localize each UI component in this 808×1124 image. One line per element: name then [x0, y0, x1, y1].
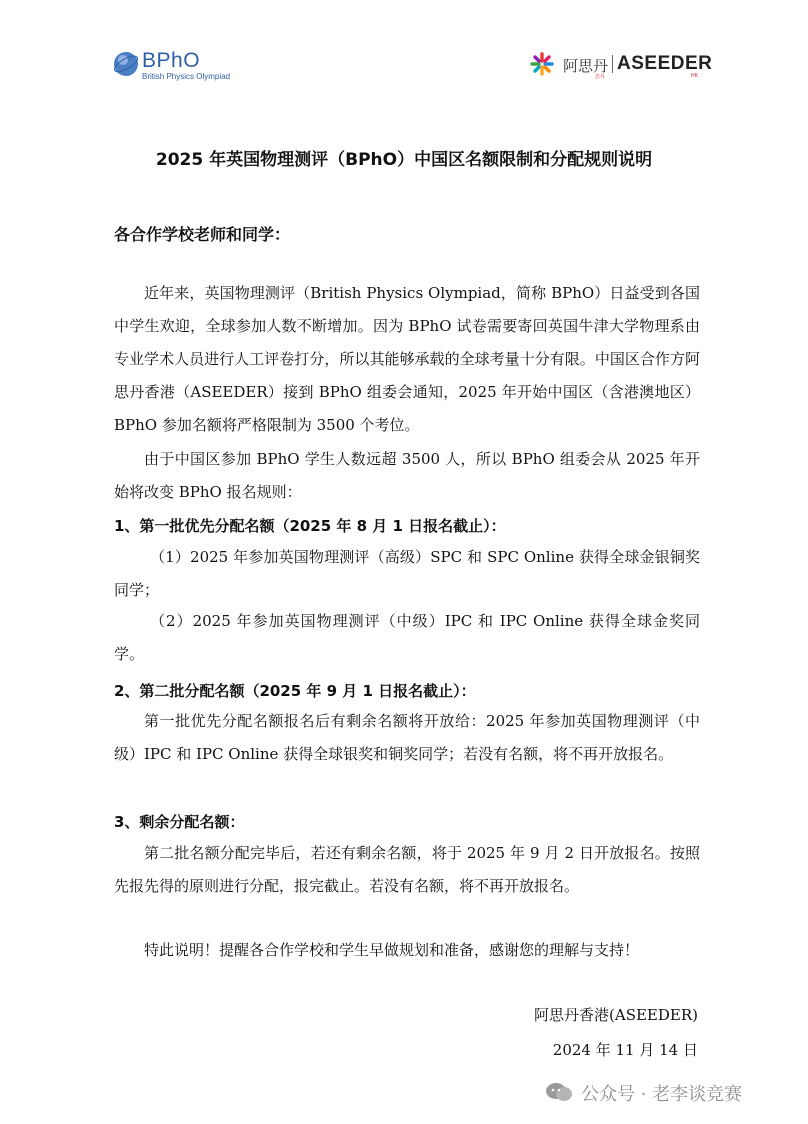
watermark-text: 公众号 · 老李谈竞赛 [581, 1084, 743, 1105]
signature: 阿思丹香港(ASEEDER) [534, 1006, 698, 1024]
wechat-channel-icon [545, 1081, 573, 1103]
bpho-subtitle: British Physics Olympiad [142, 72, 231, 81]
watermark [545, 1078, 790, 1108]
section2-heading: 2、第二批分配名额（2025 年 9 月 1 日报名截止）： [114, 682, 476, 700]
document-date: 2024 年 11 月 14 日 [552, 1041, 698, 1059]
aseeder-tiny-en: HK [691, 73, 699, 79]
section1-item1: （1）2025 年参加英国物理测评（高级）SPC 和 SPC Online 获得全球金银铜奖同学； [114, 548, 700, 599]
section3-heading: 3、剩余分配名额： [114, 813, 245, 831]
paragraph-rule-change: 由于中国区参加 BPhO 学生人数远超 3500 人，所以 BPhO 组委会从 2025 年开始将改变 BPhO 报名规则： [114, 450, 700, 501]
bpho-orb-icon [112, 50, 140, 78]
aseeder-logo [529, 50, 713, 80]
document-title: 2025 年英国物理测评（BPhO）中国区名额限制和分配规则说明 [155, 150, 653, 170]
aseeder-en-name: ASEEDER [617, 53, 713, 74]
bpho-brand: BPhO [142, 49, 201, 72]
section1-heading: 1、第一批优先分配名额（2025 年 8 月 1 日报名截止）： [114, 517, 506, 535]
section3-text: 第二批名额分配完毕后，若还有剩余名额，将于 2025 年 9 月 2 日开放报名。按照先报先得的原则进行分配，报完截止。若没有名额，将不再开放报名。 [114, 844, 700, 895]
bpho-logo [112, 47, 232, 87]
section2-text: 第一批优先分配名额报名后有剩余名额将开放给：2025 年参加英国物理测评（中级）IPC 和 IPC Online 获得全球银奖和铜奖同学；若没有名额，将不再开放报名。 [114, 712, 700, 763]
greeting: 各合作学校老师和同学： [114, 225, 291, 244]
aseeder-star-icon [529, 51, 555, 77]
paragraph-intro: 近年来，英国物理测评（British Physics Olympiad，简称 BPhO）日益受到各国中学生欢迎，全球参加人数不断增加。因为 BPhO 试卷需要寄回英国牛津大学物理系由专业学术人员进行人工评卷打分，所以其能够承载的全球考量十分有限。中国区合作方阿思丹香港（ASEEDER）接到 BPhO 组委会通知，2025 年开始中国区（含港澳地区）BPhO 参加名额将严格限制为 3500 个考位。 [114, 284, 700, 434]
aseeder-cn-name: 阿思丹 [563, 57, 609, 75]
aseeder-tiny-cn: 思丹 [595, 74, 606, 80]
closing-note: 特此说明！提醒各合作学校和学生早做规划和准备，感谢您的理解与支持！ [144, 941, 640, 959]
aseeder-separator [612, 55, 613, 73]
section1-item2: （2）2025 年参加英国物理测评（中级）IPC 和 IPC Online 获得全球金奖同学。 [114, 612, 700, 663]
